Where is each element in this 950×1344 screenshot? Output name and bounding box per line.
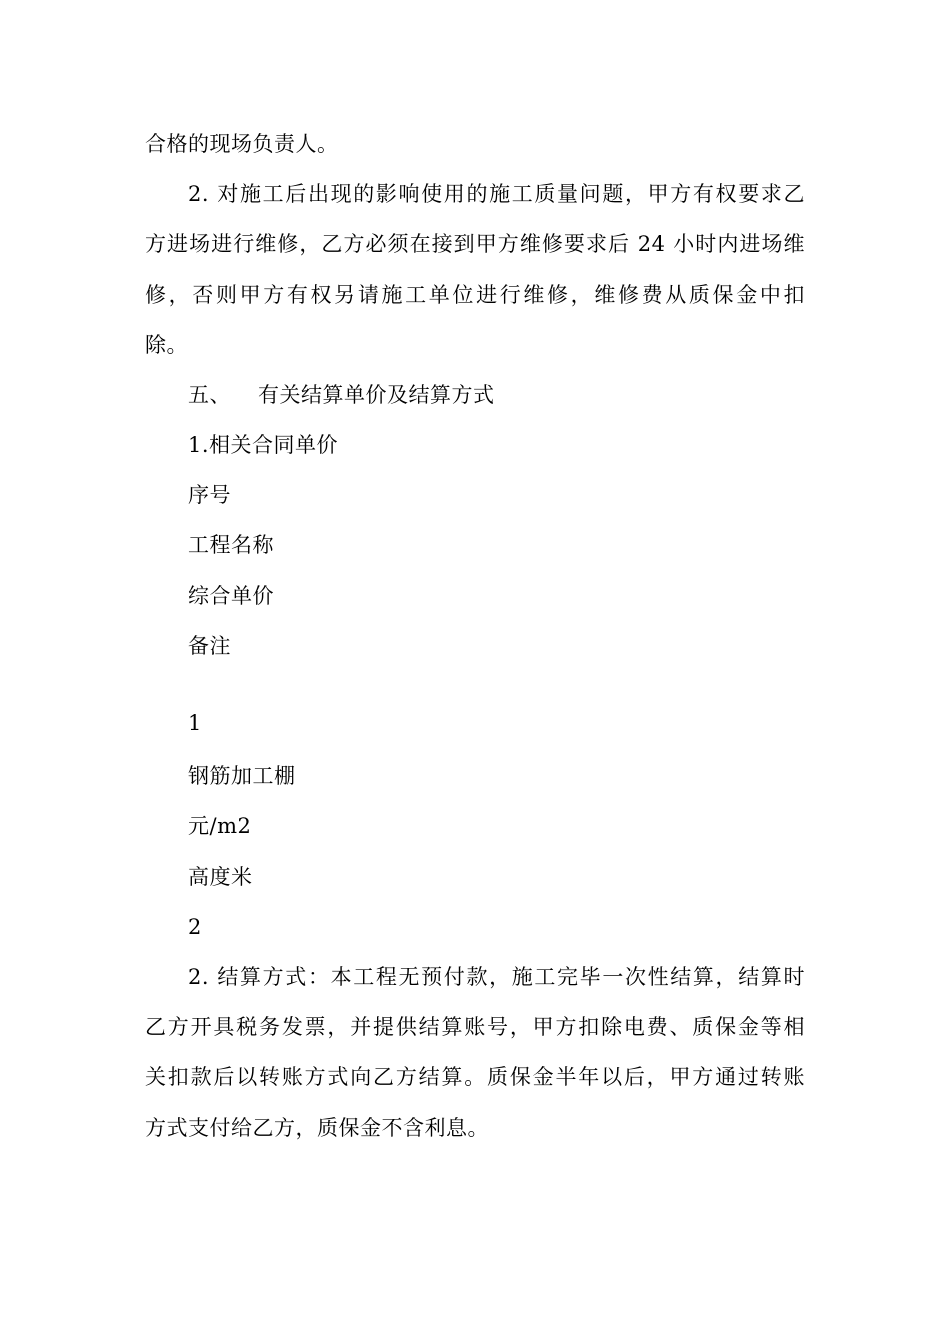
table-cell: 高度米 — [188, 865, 253, 889]
subsection-heading: 1.相关合同单价 — [188, 433, 339, 457]
paragraph-line: 关扣款后以转账方式向乙方结算。质保金半年以后，甲方通过转账 — [145, 1065, 805, 1089]
table-header-cell: 工程名称 — [188, 533, 274, 557]
paragraph-line: 2. 结算方式：本工程无预付款，施工完毕一次性结算，结算时 — [188, 965, 805, 989]
paragraph-line: 除。 — [145, 333, 188, 357]
table-cell: 元/m2 — [188, 814, 252, 838]
table-cell: 钢筋加工棚 — [188, 764, 296, 788]
paragraph-line: 方进场进行维修，乙方必须在接到甲方维修要求后 24 小时内进场维 — [145, 232, 805, 256]
table-header-cell: 序号 — [188, 483, 231, 507]
table-cell: 1 — [188, 711, 202, 735]
paragraph-line: 乙方开具税务发票，并提供结算账号，甲方扣除电费、质保金等相 — [145, 1015, 805, 1039]
section-heading — [188, 380, 495, 410]
paragraph-line: 方式支付给乙方，质保金不含利息。 — [145, 1116, 489, 1140]
table-header-cell: 综合单价 — [188, 584, 274, 608]
paragraph-line: 修，否则甲方有权另请施工单位进行维修，维修费从质保金中扣 — [145, 283, 805, 307]
table-header-cell: 备注 — [188, 634, 231, 658]
section-number: 五、 — [188, 383, 231, 407]
section-title: 有关结算单价及结算方式 — [258, 383, 495, 407]
table-cell: 2 — [188, 915, 202, 939]
paragraph-line: 合格的现场负责人。 — [145, 132, 339, 156]
paragraph-line: 2. 对施工后出现的影响使用的施工质量问题，甲方有权要求乙 — [188, 182, 805, 206]
